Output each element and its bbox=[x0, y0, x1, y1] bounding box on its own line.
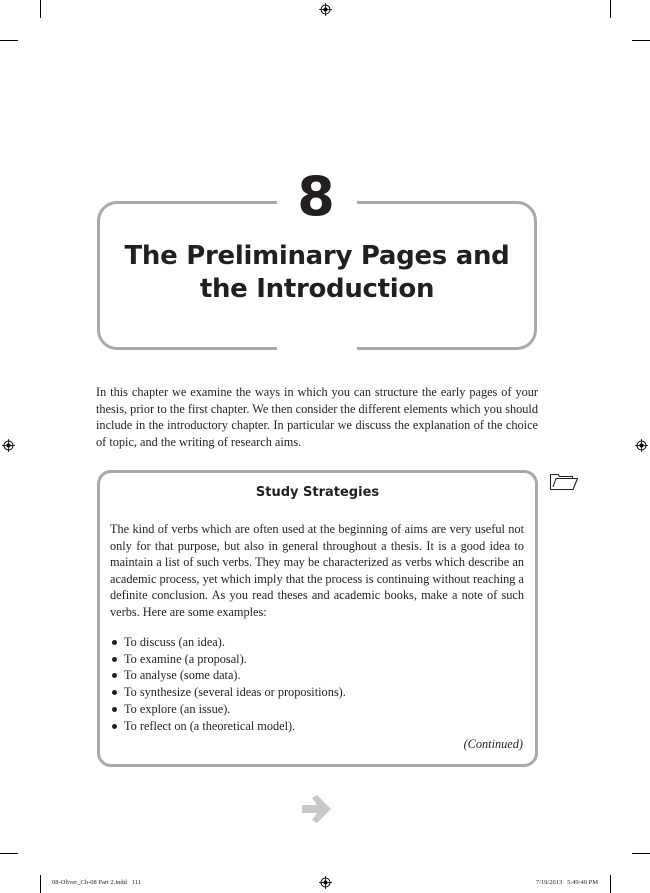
list-item: To synthesize (several ideas or propositions). bbox=[110, 684, 524, 701]
intro-paragraph: In this chapter we examine the ways in which you can structure the early pages of your thesis, prior to the first chapter. We then consider the different elements which you should include in the introductory chapter. In particular we discuss the explanation of the choice of topic, and the writing of research aims. bbox=[96, 385, 538, 449]
registration-mark-icon bbox=[635, 439, 648, 452]
crop-mark bbox=[610, 0, 611, 18]
frame-gap bbox=[277, 343, 357, 355]
list-item: To explore (an issue). bbox=[110, 701, 524, 718]
box-heading: Study Strategies bbox=[255, 485, 380, 500]
list-item: To analyse (some data). bbox=[110, 667, 524, 684]
crop-mark bbox=[632, 853, 650, 854]
registration-mark-icon bbox=[2, 439, 15, 452]
verb-examples-list bbox=[110, 634, 524, 734]
box-paragraph: The kind of verbs which are often used at the beginning of aims are very useful not only for that purpose, but also in general throughout a thesis. It is a good idea to maintain a list of such verbs. They may be characterized as verbs which describe an academic process, yet which imply that the process is continuing without reaching a definite conclusion. As you read theses and academic books, make a note of such verbs. Here are some examples: bbox=[110, 522, 524, 619]
registration-mark-icon bbox=[319, 876, 332, 889]
chapter-title: The Preliminary Pages and the Introduction bbox=[124, 241, 510, 304]
slug-timestamp: 7/19/2013 5:49:40 PM bbox=[535, 879, 598, 886]
folder-icon bbox=[549, 471, 579, 491]
crop-mark bbox=[0, 853, 18, 854]
crop-mark bbox=[632, 40, 650, 41]
crop-mark bbox=[40, 0, 41, 18]
crop-mark bbox=[0, 40, 18, 41]
continued-label: (Continued) bbox=[463, 737, 523, 751]
list-item: To discuss (an idea). bbox=[110, 634, 524, 651]
crop-mark bbox=[610, 875, 611, 893]
chapter-number: 8 bbox=[297, 165, 335, 228]
crop-mark bbox=[40, 875, 41, 893]
slug-filename: 08-Oliver_Ch-08 Part 2.indd 111 bbox=[52, 879, 142, 886]
list-item: To examine (a proposal). bbox=[110, 651, 524, 668]
registration-mark-icon bbox=[319, 3, 332, 16]
arrow-right-icon bbox=[300, 794, 334, 824]
list-item: To reflect on (a theoretical model). bbox=[110, 718, 524, 735]
